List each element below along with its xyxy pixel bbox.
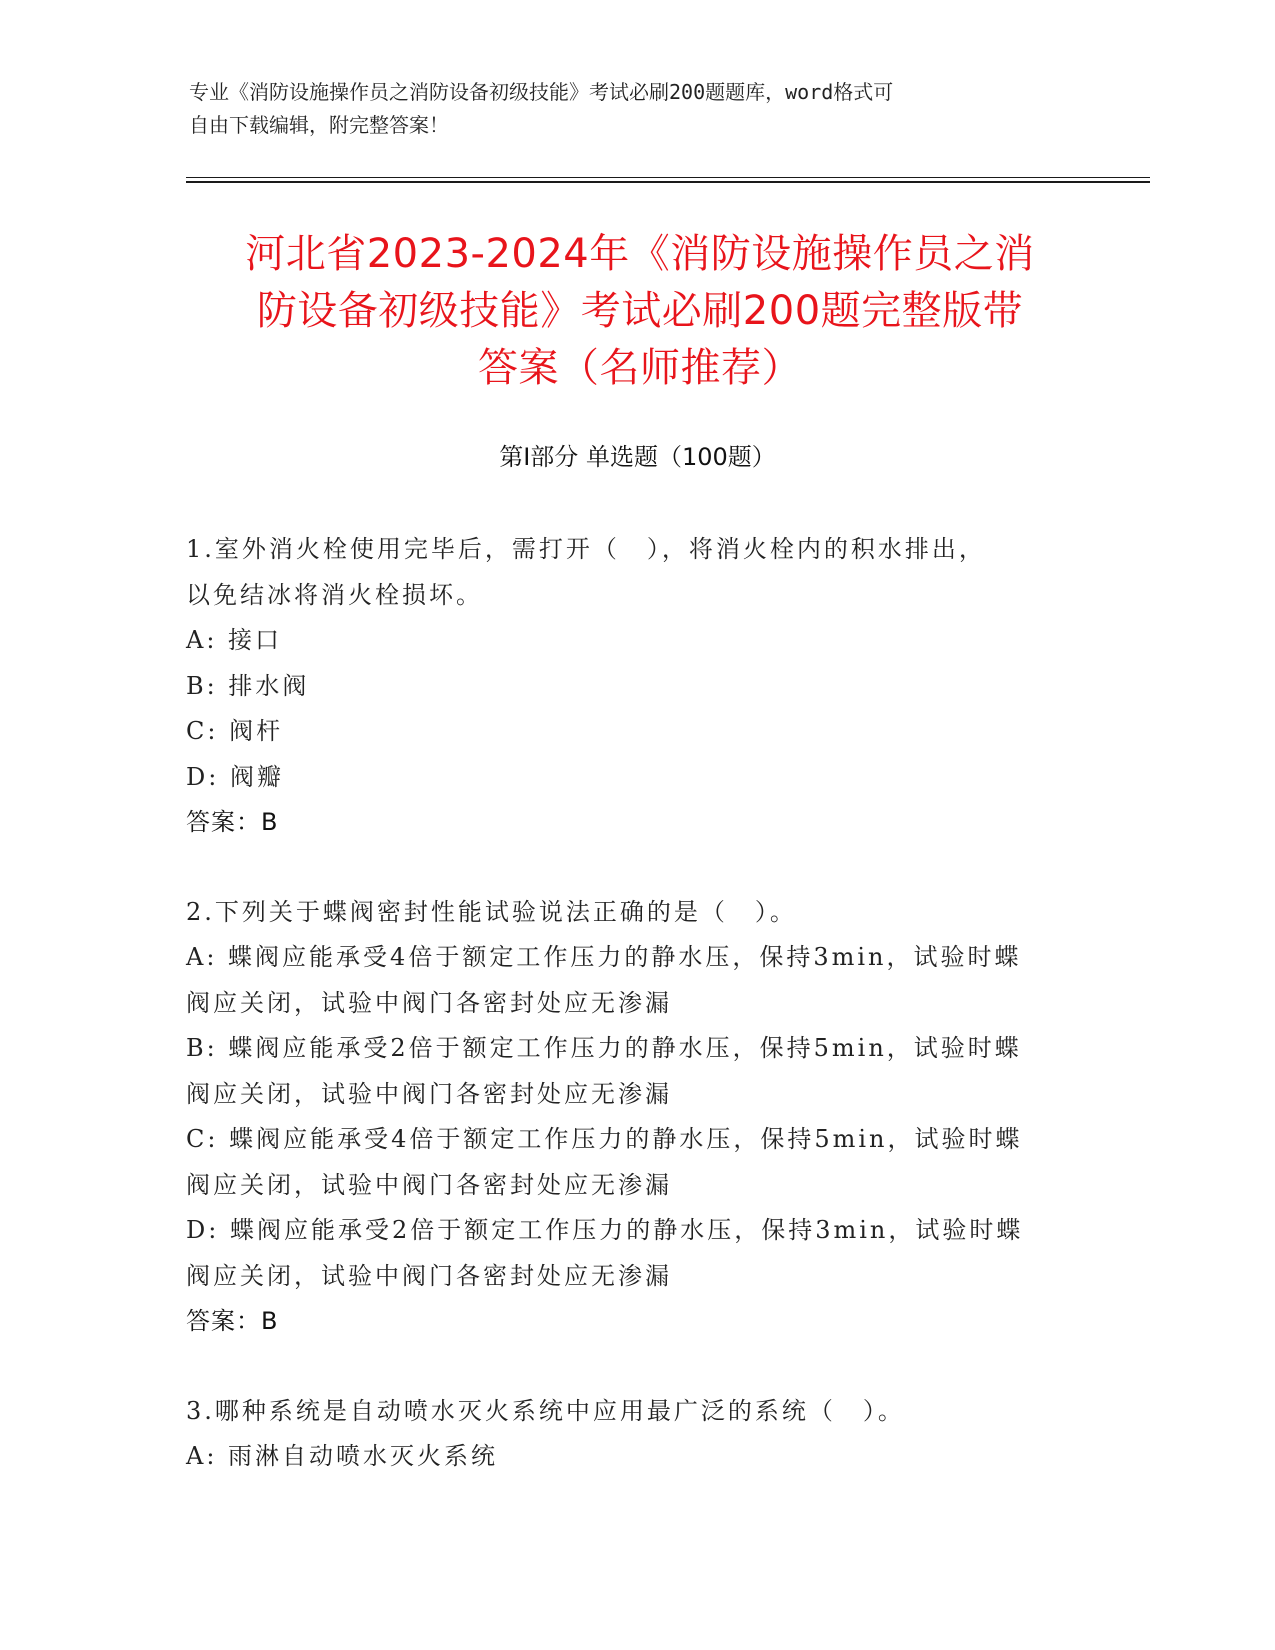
answer-label: 答案：B	[186, 808, 279, 836]
option-a: A: 蝶阀应能承受4倍于额定工作压力的静水压，保持3min，试验时蝶	[186, 943, 1022, 971]
option-b: B: 蝶阀应能承受2倍于额定工作压力的静水压，保持5min，试验时蝶	[186, 1034, 1022, 1062]
header-note	[189, 76, 1069, 142]
section-heading: 第Ⅰ部分 单选题（100题）	[499, 443, 776, 471]
option-d-cont: 阀应关闭，试验中阀门各密封处应无渗漏	[186, 1261, 672, 1290]
question-list	[186, 527, 1086, 1480]
option-b: B: 排水阀	[186, 671, 310, 700]
option-a: A: 雨淋自动喷水灭火系统	[186, 1442, 499, 1470]
title-line: 防设备初级技能》考试必刷200题完整版带	[256, 288, 1024, 334]
header-note-line: 专业《消防设施操作员之消防设备初级技能》考试必刷200题题库，word格式可	[189, 80, 894, 104]
option-d: D: 蝶阀应能承受2倍于额定工作压力的静水压，保持3min，试验时蝶	[186, 1216, 1024, 1244]
spacer	[186, 846, 1086, 890]
question-stem: 1.室外消火栓使用完毕后，需打开（ ），将消火栓内的积水排出，	[186, 535, 986, 563]
option-a: A: 接口	[186, 626, 283, 654]
spacer	[186, 1345, 1086, 1389]
option-c: C: 阀杆	[186, 717, 284, 745]
question-stem: 以免结冰将消火栓损坏。	[186, 580, 483, 609]
option-d: D: 阀瓣	[186, 762, 284, 791]
option-c-cont: 阀应关闭，试验中阀门各密封处应无渗漏	[186, 1170, 672, 1199]
option-b-cont: 阀应关闭，试验中阀门各密封处应无渗漏	[186, 1079, 672, 1108]
question-stem: 2.下列关于蝶阀密封性能试验说法正确的是（ ）。	[186, 897, 797, 926]
option-c: C: 蝶阀应能承受4倍于额定工作压力的静水压，保持5min，试验时蝶	[186, 1125, 1023, 1153]
answer-label: 答案：B	[186, 1307, 279, 1335]
title-line: 答案（名师推荐）	[478, 345, 802, 391]
question-item	[186, 890, 1086, 1345]
question-item	[186, 527, 1086, 846]
header-note-line: 自由下载编辑，附完整答案！	[189, 113, 449, 137]
header-divider-thick	[186, 181, 1150, 183]
header-divider	[186, 177, 1150, 178]
option-a-cont: 阀应关闭，试验中阀门各密封处应无渗漏	[186, 988, 672, 1017]
question-item	[186, 1389, 1086, 1480]
title-line: 河北省2023-2024年《消防设施操作员之消	[245, 231, 1035, 277]
question-stem: 3.哪种系统是自动喷水灭火系统中应用最广泛的系统（ ）。	[186, 1396, 905, 1425]
document-title	[150, 226, 1130, 397]
